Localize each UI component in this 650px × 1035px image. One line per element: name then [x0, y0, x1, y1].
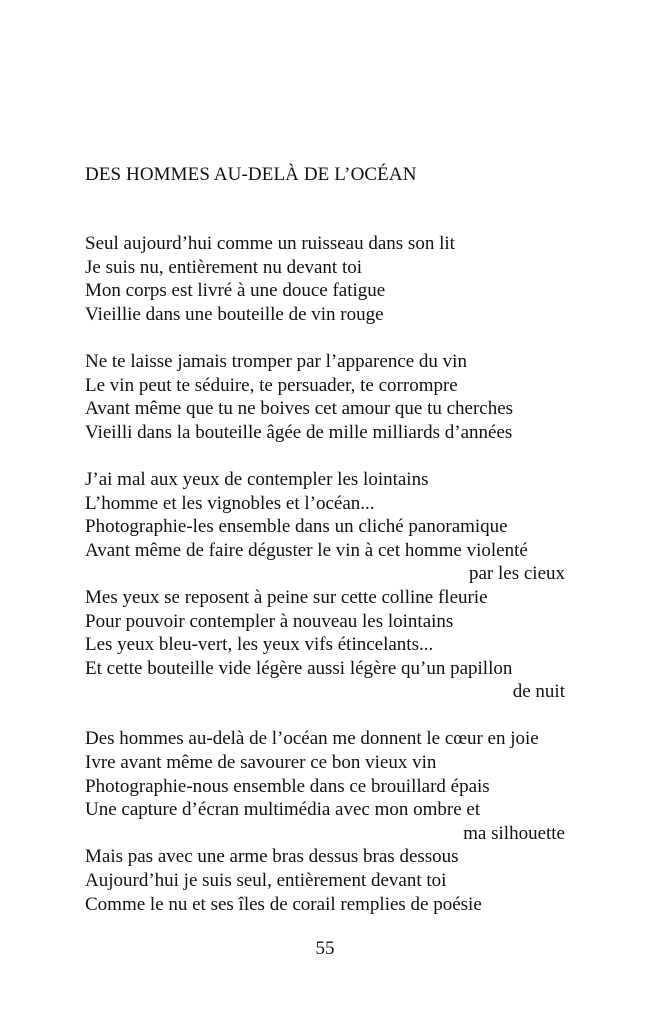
poem-line: Avant même de faire déguster le vin à cet homme violenté [85, 539, 528, 561]
poem-line-continuation: par les cieux [468, 563, 565, 585]
stanza [85, 727, 565, 916]
poem-title: DES HOMMES AU-DELÀ DE L’OCÉAN [85, 164, 417, 185]
poem-line: Le vin peut te séduire, te persuader, te corrompre [85, 374, 458, 396]
poem-line-continuation: de nuit [512, 681, 565, 703]
poem-line-continuation: ma silhouette [463, 822, 565, 844]
poem-line: Photographie-les ensemble dans un cliché panoramique [85, 516, 508, 538]
stanza [85, 350, 565, 444]
poem-line: Aujourd’hui je suis seul, entièrement devant toi [85, 870, 447, 892]
poem-line: Vieilli dans la bouteille âgée de mille milliards d’années [85, 421, 513, 443]
page-number: 55 [315, 938, 335, 959]
poem-line: Je suis nu, entièrement nu devant toi [85, 256, 363, 278]
poem-line: Photographie-nous ensemble dans ce brouillard épais [85, 775, 490, 797]
poem-line: Les yeux bleu-vert, les yeux vifs étincelants... [85, 634, 434, 656]
poem-line: Mais pas avec une arme bras dessus bras dessous [85, 846, 459, 868]
poem-line: L’homme et les vignobles et l’océan... [85, 492, 375, 514]
poem-line: Mon corps est livré à une douce fatigue [85, 280, 386, 302]
poem-line: Mes yeux se reposent à peine sur cette colline fleurie [85, 586, 488, 608]
stanza [85, 468, 565, 704]
poem-line: Ne te laisse jamais tromper par l’apparence du vin [85, 350, 467, 372]
poem-line: Et cette bouteille vide légère aussi légère qu’un papillon [85, 657, 513, 679]
poem-line: Pour pouvoir contempler à nouveau les lointains [85, 610, 454, 632]
poem-line: J’ai mal aux yeux de contempler les lointains [85, 468, 429, 490]
stanza [85, 232, 565, 326]
poem-line: Vieillie dans une bouteille de vin rouge [85, 303, 384, 325]
poem-line: Des hommes au-delà de l’océan me donnent le cœur en joie [85, 728, 539, 750]
poem-line: Seul aujourd’hui comme un ruisseau dans son lit [85, 233, 455, 254]
poem-body [85, 232, 565, 940]
poem-line: Une capture d’écran multimédia avec mon ombre et [85, 799, 481, 821]
poem-line: Ivre avant même de savourer ce bon vieux vin [85, 752, 437, 774]
poem-line: Comme le nu et ses îles de corail remplies de poésie [85, 893, 482, 915]
poem-line: Avant même que tu ne boives cet amour que tu cherches [85, 398, 514, 420]
